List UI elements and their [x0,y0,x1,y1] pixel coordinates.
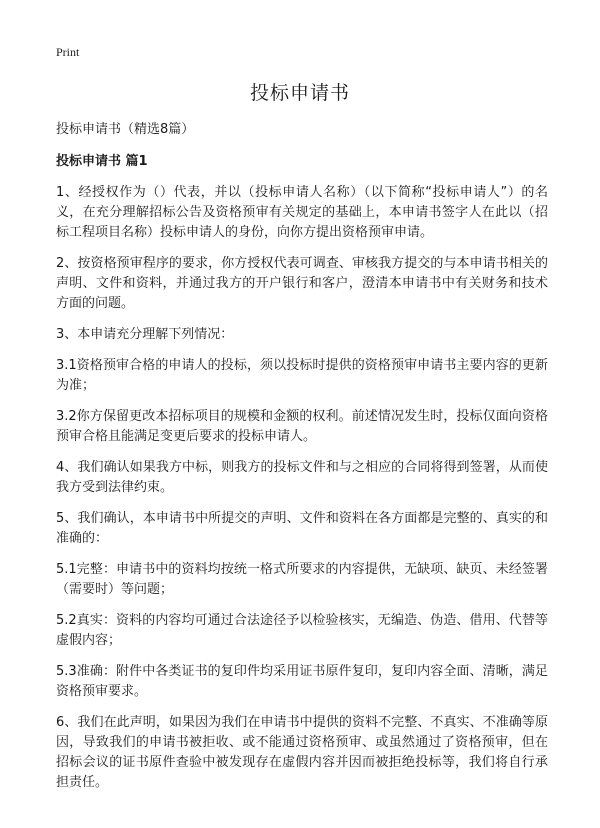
print-link[interactable]: Print [56,45,80,59]
paragraph-3-1: 3.1资格预审合格的申请人的投标，须以投标时提供的资格预审申请书主要内容的更新为准； [56,358,548,393]
paragraph-4: 4、我们确认如果我方中标，则我方的投标文件和与之相应的合同将得到签署，从而使我方受到法律约束。 [56,460,548,495]
page-title: 投标申请书 [249,82,350,104]
paragraph-2: 2、按资格预审程序的要求，你方授权代表可调查、审核我方提交的与本申请书相关的声明、文件和资料，并通过我方的开户银行和客户，澄清本申请书中有关财务和技术方面的问题。 [56,256,548,311]
paragraph-5: 5、我们确认，本申请书中所提交的声明、文件和资料在各方面都是完整的、真实的和准确的： [56,511,548,546]
paragraph-1: 1、经授权作为（）代表，并以（投标申请人名称）（以下简称“投标申请人”）的名义，在充分理解招标公告及资格预审有关规定的基础上，本申请书签字人在此以（招标工程项目名称）投标申请人的身份，向你方提出资格预审申请。 [56,185,548,240]
document-body [56,120,548,804]
document-subtitle: 投标申请书（精选8篇） [56,122,195,137]
paragraph-5-2: 5.2真实：资料的内容均可通过合法途径予以检验核实，无编造、伪造、借用、代替等虚假内容； [56,613,548,648]
section-heading: 投标申请书 篇1 [56,154,148,169]
paragraph-5-1: 5.1完整：申请书中的资料均按统一格式所要求的内容提供，无缺项、缺页、未经签署（需要时）等问题； [56,562,548,597]
paragraph-3-2: 3.2你方保留更改本招标项目的规模和金额的权利。前述情况发生时，投标仅面向资格预审合格且能满足变更后要求的投标申请人。 [56,409,548,444]
paragraph-6: 6、我们在此声明，如果因为我们在申请书中提供的资料不完整、不真实、不准确等原因，导致我们的申请书被拒收、或不能通过资格预审、或虽然通过了资格预审，但在招标会议的证书原件查验中被发现存在虚假内容并因而被拒绝投标等，我们将自行承担责任。 [56,715,548,790]
paragraph-3: 3、本申请充分理解下列情况： [56,327,234,342]
paragraph-5-3: 5.3准确：附件中各类证书的复印件均采用证书原件复印，复印内容全面、清晰，满足资格预审要求。 [56,664,548,699]
